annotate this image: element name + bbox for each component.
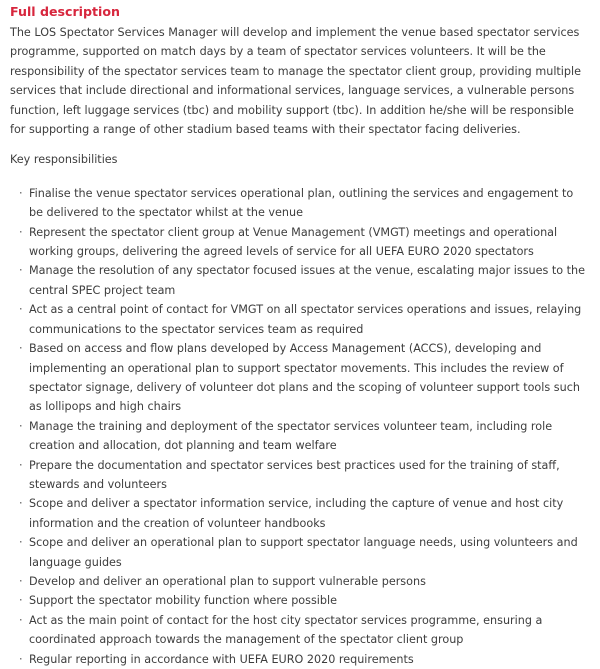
list-item-text: Act as the main point of contact for the host city spectator services programme, ensuring a coordinated approach towards the management of the spectator client group [29,613,543,647]
list-item [19,572,590,591]
list-item [19,300,590,339]
list-item-text: Scope and deliver a spectator information service, including the capture of venue and host city information and the creation of volunteer handbooks [29,497,564,530]
list-item-text: Scope and deliver an operational plan to support spectator language needs, using volunteers and language guides [29,536,578,569]
bullet-icon: · [19,652,23,666]
bullet-icon: · [19,594,23,608]
list-item [19,261,590,300]
section-title: Full description [10,4,120,19]
list-item [19,223,590,262]
bullet-icon: · [19,419,23,433]
bullet-icon: · [19,186,23,200]
list-item [19,494,590,533]
responsibilities-list [10,184,590,669]
responsibilities-heading: Key responsibilities [10,153,118,167]
list-item-text: Develop and deliver an operational plan to support vulnerable persons [29,574,426,588]
bullet-icon: · [19,536,23,550]
list-item-text: Manage the training and deployment of the spectator services volunteer team, including role creation and allocation, dot planning and team welfare [29,419,553,453]
bullet-icon: · [19,458,23,472]
bullet-icon: · [19,574,23,588]
bullet-icon: · [19,342,23,356]
list-item-text: Act as a central point of contact for VMGT on all spectator services operations and issues, relaying communications to the spectator services team as required [29,303,582,336]
list-item-text: Manage the resolution of any spectator focused issues at the venue, escalating major issues to the central SPEC project team [29,264,586,297]
list-item [19,533,590,572]
description-paragraph: The LOS Spectator Services Manager will develop and implement the venue based spectator services programme, supported on match days by a team of spectator services volunteers. It will be the responsibility of the spectator services team to manage the spectator client group, providing multiple services that include directional and informational services, language services, a vulnerable persons function, left luggage services (tbc) and mobility support (tbc). In addition he/she will be responsible for supporting a range of other stadium based teams with their spectator facing deliveries. [10,26,582,137]
list-item [19,417,590,456]
list-item [19,591,590,610]
bullet-icon: · [19,497,23,511]
list-item-text: Represent the spectator client group at Venue Management (VMGT) meetings and operational working groups, delivering the agreed levels of service for all UEFA EURO 2020 spectators [29,225,558,259]
list-item [19,456,590,495]
list-item [19,650,590,669]
bullet-icon: · [19,303,23,317]
list-item [19,611,590,650]
bullet-icon: · [19,264,23,278]
list-item-text: Finalise the venue spectator services operational plan, outlining the services and engagement to be delivered to the spectator whilst at the venue [29,186,574,220]
bullet-icon: · [19,613,23,627]
list-item-text: Regular reporting in accordance with UEFA EURO 2020 requirements [29,652,414,666]
list-item-text: Support the spectator mobility function where possible [29,594,338,608]
bullet-icon: · [19,225,23,239]
list-item-text: Prepare the documentation and spectator services best practices used for the training of staff, stewards and volunteers [29,458,560,491]
list-item [19,184,590,223]
list-item [19,339,590,417]
list-item-text: Based on access and flow plans developed by Access Management (ACCS), developing and implementing an operational plan to support spectator movements. This includes the review of spectator signage, delivery of volunteer dot plans and the scoping of volunteer support tools such as lollipops and high chairs [29,342,580,414]
